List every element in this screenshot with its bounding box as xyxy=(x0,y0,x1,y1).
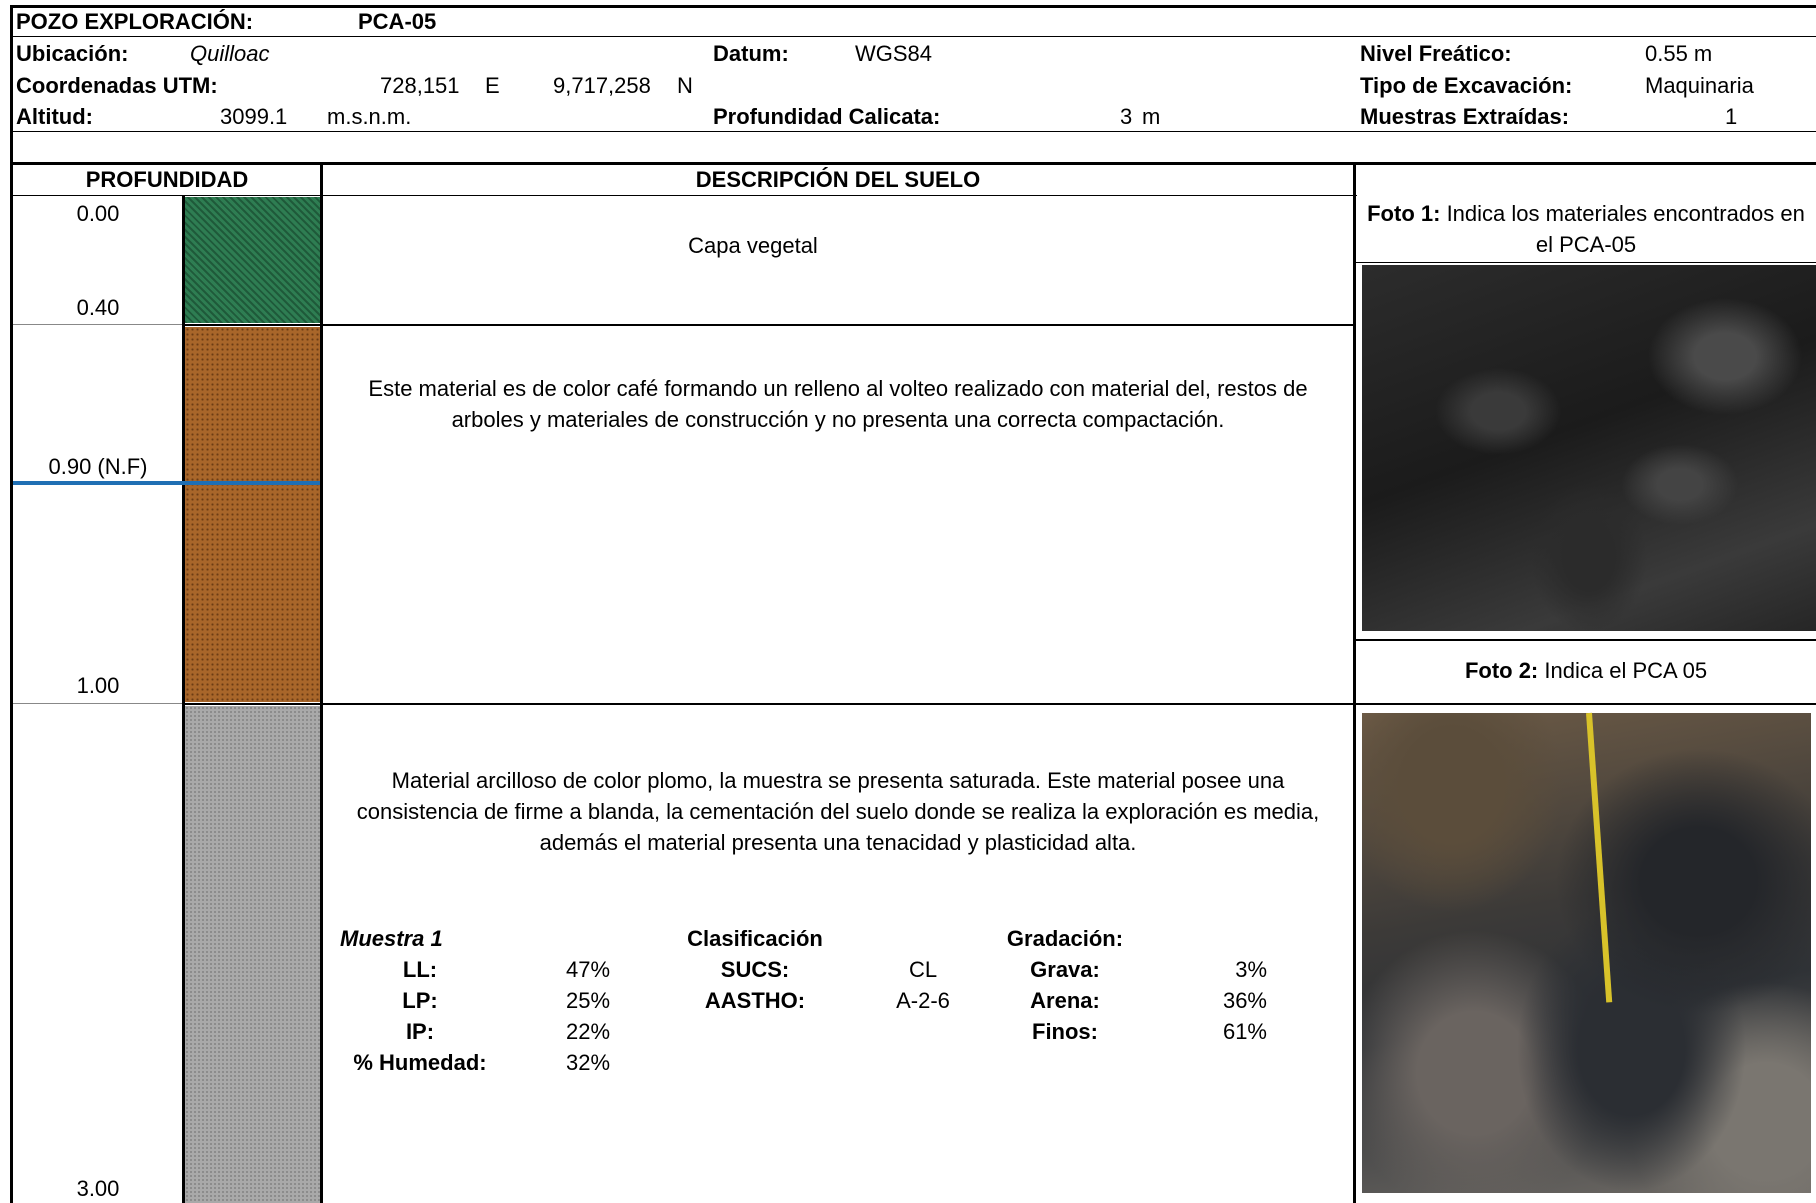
datum-label: Datum: xyxy=(713,41,789,66)
ll-value: 47% xyxy=(566,957,611,982)
aastho-value: A-2-6 xyxy=(896,988,950,1013)
ll-label: LL: xyxy=(402,957,438,982)
layer3-description-line3: además el material presenta una tenacidad y plasticidad alta. xyxy=(539,830,1137,855)
coordenada-norte: 9,717,258 xyxy=(553,73,651,98)
sucs-value: CL xyxy=(908,957,938,982)
depth-0-00: 0.00 xyxy=(76,201,120,226)
muestra-title: Muestra 1 xyxy=(340,926,443,951)
foto1-caption-line2: el PCA-05 xyxy=(1535,232,1637,257)
layer-divider-2 xyxy=(182,703,1354,705)
header-bottom-border xyxy=(12,131,1816,132)
coordenadas-label: Coordenadas UTM: xyxy=(16,73,218,98)
arena-value: 36% xyxy=(1222,988,1267,1013)
ip-value: 22% xyxy=(566,1019,611,1044)
header-top-border xyxy=(12,5,1816,8)
profundidad-calicata-unit: m xyxy=(1142,104,1161,129)
clasificacion-title: Clasificación xyxy=(687,926,823,951)
altitud-unit: m.s.n.m. xyxy=(327,104,412,129)
ubicacion-label: Ubicación: xyxy=(16,41,129,66)
layer-divider-1 xyxy=(182,324,1354,326)
columns-header-line xyxy=(12,195,1357,196)
strata-relleno xyxy=(185,327,320,702)
profundidad-calicata-label: Profundidad Calicata: xyxy=(713,104,941,129)
datum-value: WGS84 xyxy=(855,41,933,66)
coordenada-norte-unit: N xyxy=(677,73,693,98)
profundidad-header: PROFUNDIDAD xyxy=(85,167,249,192)
foto2-caption xyxy=(1356,658,1816,684)
depth-1-00: 1.00 xyxy=(76,673,120,698)
water-table-line xyxy=(13,481,320,485)
nivel-freatico-label: Nivel Freático: xyxy=(1360,41,1512,66)
layer3-description-line2: consistencia de firme a blanda, la cementación del suelo donde se realiza la exploración es media, xyxy=(356,799,1320,824)
depth-water-table: 0.90 (N.F) xyxy=(48,454,148,479)
table-top-border xyxy=(12,162,1816,165)
arena-label: Arena: xyxy=(1030,988,1100,1013)
foto1-caption-bold: Foto 1: xyxy=(1367,201,1441,226)
ip-label: IP: xyxy=(405,1019,435,1044)
ubicacion-value: Quilloac xyxy=(190,41,270,66)
layer-divider-2-depth xyxy=(13,703,182,704)
tipo-excavacion-value: Maquinaria xyxy=(1645,73,1754,98)
lp-label: LP: xyxy=(402,988,438,1013)
sucs-label: SUCS: xyxy=(720,957,790,982)
finos-label: Finos: xyxy=(1032,1019,1098,1044)
foto1-caption-line1 xyxy=(1356,201,1816,227)
depth-3-00: 3.00 xyxy=(76,1176,120,1201)
layer3-description-line1: Material arcilloso de color plomo, la muestra se presenta saturada. Este material posee una xyxy=(391,768,1285,793)
foto1-image xyxy=(1362,265,1816,631)
coordenada-este: 728,151 xyxy=(380,73,460,98)
muestras-extraidas-label: Muestras Extraídas: xyxy=(1360,104,1570,129)
pozo-label: POZO EXPLORACIÓN: xyxy=(16,9,254,34)
photo-divider-3 xyxy=(1356,703,1816,705)
grava-label: Grava: xyxy=(1030,957,1100,982)
gradacion-title: Gradación: xyxy=(1006,926,1124,951)
tipo-excavacion-label: Tipo de Excavación: xyxy=(1360,73,1573,98)
profundidad-calicata-value: 3 xyxy=(1120,104,1133,129)
altitud-value: 3099.1 xyxy=(220,104,288,129)
nivel-freatico-value: 0.55 m xyxy=(1645,41,1713,66)
photo-divider-2 xyxy=(1356,639,1816,641)
pozo-value: PCA-05 xyxy=(358,9,437,34)
col-divider-depth xyxy=(320,164,323,1203)
depth-0-40: 0.40 xyxy=(76,295,120,320)
foto2-image xyxy=(1362,713,1811,1193)
foto2-caption-text: Indica el PCA 05 xyxy=(1544,658,1708,683)
coordenada-este-unit: E xyxy=(485,73,500,98)
lp-value: 25% xyxy=(566,988,611,1013)
grava-value: 3% xyxy=(1235,957,1267,982)
humedad-value: 32% xyxy=(566,1050,611,1075)
photo-divider-1 xyxy=(1356,262,1816,263)
finos-value: 61% xyxy=(1222,1019,1267,1044)
strata-arcilla xyxy=(185,706,320,1203)
layer2-description-line2: arboles y materiales de construcción y no presenta una correcta compactación. xyxy=(451,407,1225,432)
aastho-label: AASTHO: xyxy=(704,988,806,1013)
foto2-caption-bold: Foto 2: xyxy=(1464,658,1539,683)
descripcion-header: DESCRIPCIÓN DEL SUELO xyxy=(695,167,981,192)
altitud-label: Altitud: xyxy=(16,104,93,129)
muestras-extraidas-value: 1 xyxy=(1725,104,1738,129)
layer1-description: Capa vegetal xyxy=(688,233,818,258)
layer2-description-line1: Este material es de color café formando un relleno al volteo realizado con material del, restos de xyxy=(368,376,1308,401)
humedad-label: % Humedad: xyxy=(353,1050,487,1075)
strata-vegetal xyxy=(185,197,320,323)
layer-divider-1-depth xyxy=(13,324,182,325)
foto1-caption-text: Indica los materiales encontrados en xyxy=(1446,201,1805,226)
header-line-1 xyxy=(12,36,1816,37)
